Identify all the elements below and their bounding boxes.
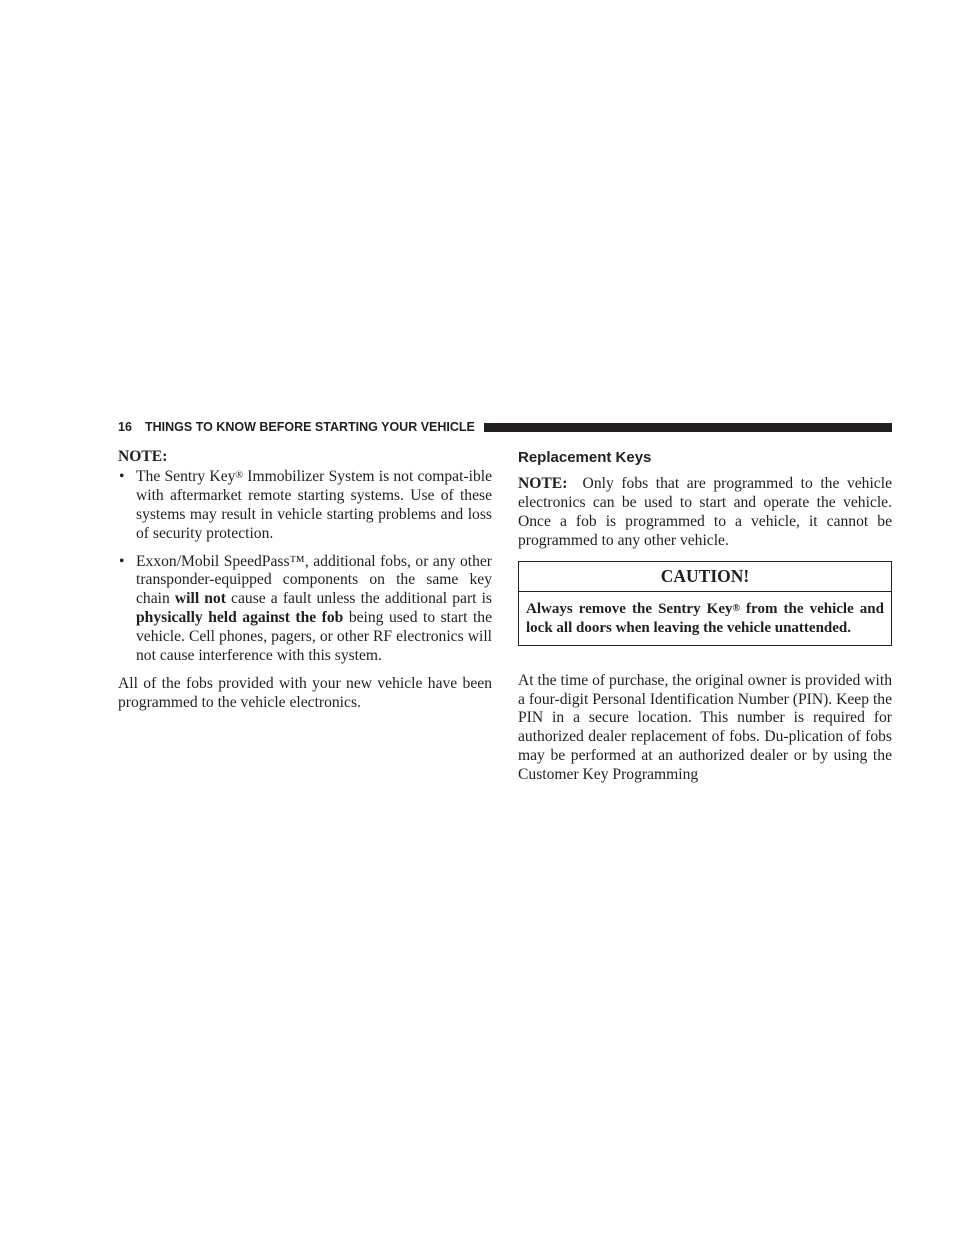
note-paragraph: [518, 475, 896, 551]
caution-text: [519, 592, 891, 645]
caution-title: CAUTION!: [519, 562, 891, 592]
bullet-text: being used to start the vehicle. Cell phones, pagers, or other RF electronics will not cause interference with this system.: [136, 609, 492, 665]
list-item: [118, 468, 492, 544]
left-column: [118, 448, 492, 713]
note-label: NOTE:: [518, 475, 568, 492]
bullet-text: cause a fault unless the additional part is: [225, 590, 493, 608]
header-rule: [484, 423, 892, 432]
fobs-paragraph: All of the fobs provided with your new vehicle have been programmed to the vehicle electronics.: [118, 674, 492, 711]
registered-mark: ®: [235, 469, 244, 481]
caution-text-part: from the vehicle and lock all doors when leaving the vehicle unattended.: [526, 600, 884, 636]
right-column: [518, 448, 896, 785]
section-heading: Replacement Keys: [518, 449, 652, 466]
pin-paragraph: At the time of purchase, the original owner is provided with a four-digit Personal Identification Number (PIN). Keep the PIN in a secure location. This number is required for authorized dealer replacement of fobs. Du-plication of fobs may be performed at an authorized dealer or by using the Customer Key Programming: [518, 671, 892, 784]
note-text: Only fobs that are programmed to the vehicle electronics can be used to start and operate the vehicle. Once a fob is programmed to a vehicle, it cannot be programmed to any other vehicle.: [518, 475, 896, 549]
section-title: THINGS TO KNOW BEFORE STARTING YOUR VEHICLE: [145, 420, 475, 434]
list-item: [118, 553, 492, 666]
bullet-text: Immobilizer System is not compat-ible with aftermarket remote starting systems. Use of these systems may result in vehicle starting problems and loss of security protection.: [136, 467, 493, 542]
emphasis-text: physically held against the fob: [136, 609, 344, 627]
bullet-text: Exxon/Mobil SpeedPass™, additional fobs, or any other transponder-equipped components on the same key chain: [136, 552, 492, 608]
caution-box: [518, 561, 892, 646]
emphasis-text: will not: [174, 590, 226, 608]
running-header: [118, 419, 892, 437]
caution-text-part: Always remove the Sentry Key: [526, 600, 733, 617]
bullet-text: The Sentry Key: [136, 467, 236, 485]
registered-mark: ®: [732, 602, 740, 614]
bullet-icon: •: [119, 467, 125, 485]
note-label: NOTE:: [118, 448, 168, 465]
page-number: 16: [118, 420, 132, 434]
note-bullet-list: [118, 468, 492, 666]
bullet-icon: •: [119, 552, 125, 570]
